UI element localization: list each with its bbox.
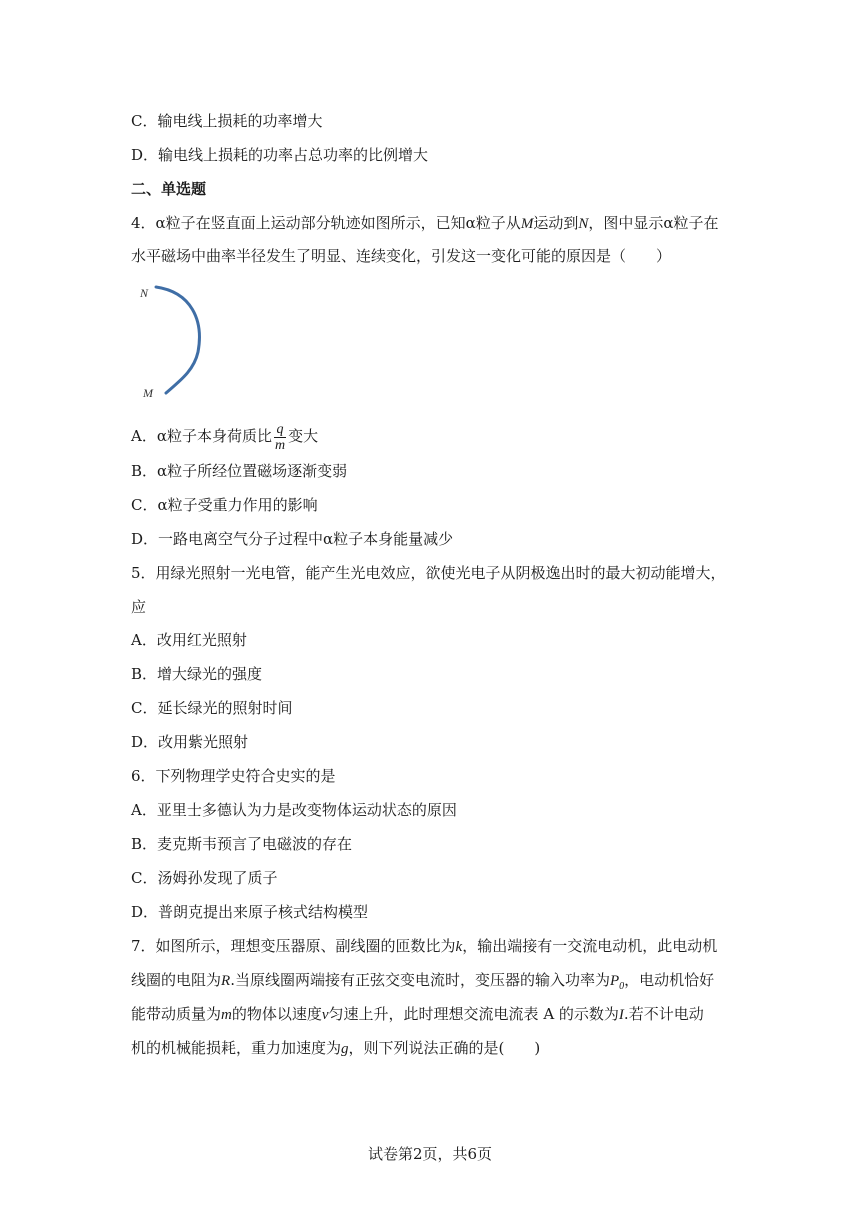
var-r: R [221,973,231,989]
q4-option-a-text: 变大 [288,427,319,445]
page-footer: 试卷第2页，共6页 [367,1145,493,1163]
q7-text: 能带动质量为 [131,1005,222,1023]
var-v: v [321,1007,329,1023]
var-n-point: N [578,216,589,232]
q7-text: 线圈的电阻为 [131,971,222,989]
q4-option-d: D．一路电离空气分子过程中α粒子本身能量减少 [131,530,454,548]
q3-option-c: C．输电线上损耗的功率增大 [131,112,323,130]
q7-stem-line2 [131,970,714,997]
q4-option-a-text: A．α粒子本身荷质比 [131,427,272,445]
q5-option-b: B．增大绿光的强度 [131,665,263,683]
q7-stem-line1 [131,936,717,957]
q6-option-a: A．亚里士多德认为力是改变物体运动状态的原因 [131,801,457,819]
q4-stem-text: 4．α粒子在竖直面上运动部分轨迹如图所示，已知α粒子从 [131,214,521,232]
q4-option-a [131,420,318,453]
q7-text: .若不计电动 [623,1005,704,1023]
q7-text: .当原线圈两端接有正弦交变电流时，变压器的输入功率为 [230,971,610,989]
trajectory-curve [156,287,199,393]
q7-stem-line3 [131,1004,704,1025]
q4-option-c: C．α粒子受重力作用的影响 [131,496,318,514]
q6-option-b: B．麦克斯韦预言了电磁波的存在 [131,835,353,853]
var-g: g [341,1041,349,1057]
var-p0 [609,973,625,992]
q4-stem-text: 运动到 [533,214,579,232]
q7-text: 7．如图所示，理想变压器原、副线圈的匝数比为 [131,937,456,955]
q4-stem-line2: 水平磁场中曲率半径发生了明显、连续变化，引发这一变化可能的原因是（ ） [131,247,672,265]
q5-option-a: A．改用红光照射 [131,631,247,649]
var-k: k [455,939,463,955]
fraction-denominator: m [274,437,286,453]
subscript-0: 0 [619,981,625,992]
q5-stem-line2: 应 [131,598,147,616]
q7-text: ，输出端接有一交流电动机，此电动机 [462,937,718,955]
q7-text: 匀速上升，此时理想交流电流表 A 的示数为 [328,1005,619,1023]
q5-stem-line1: 5．用绿光照射一光电管，能产生光电效应，欲使光电子从阴极逸出时的最大初动能增大， [131,564,726,582]
q4-stem-text: ，图中显示α粒子在 [588,214,719,232]
q6-option-c: C．汤姆孙发现了质子 [131,869,278,887]
q4-option-b: B．α粒子所经位置磁场逐渐变弱 [131,462,348,480]
var-mass: m [221,1007,232,1023]
q4-stem-line1 [131,213,718,234]
q7-text: 的物体以速度 [231,1005,322,1023]
q6-option-d: D．普朗克提出来原子核式结构模型 [131,903,369,921]
q5-option-c: C．延长绿光的照射时间 [131,699,293,717]
q7-text: ，电动机恰好 [624,971,715,989]
figure-label-m: M [143,386,153,400]
fraction-numerator: q [274,422,286,438]
figure-label-n: N [140,286,149,300]
q7-text: 机的机械能损耗，重力加速度为 [131,1039,342,1057]
section-title: 二、单选题 [131,180,207,198]
q6-stem: 6．下列物理学史符合史实的是 [131,767,336,785]
q7-stem-line4 [131,1038,540,1059]
q7-text: ，则下列说法正确的是( ) [348,1039,541,1057]
q3-option-d: D．输电线上损耗的功率占总功率的比例增大 [131,146,429,164]
trajectory-figure [136,280,216,405]
q5-option-d: D．改用紫光照射 [131,733,249,751]
charge-mass-fraction [274,422,286,453]
var-p: P [609,973,620,989]
var-m-point: M [520,216,534,232]
var-i: I [618,1007,624,1023]
